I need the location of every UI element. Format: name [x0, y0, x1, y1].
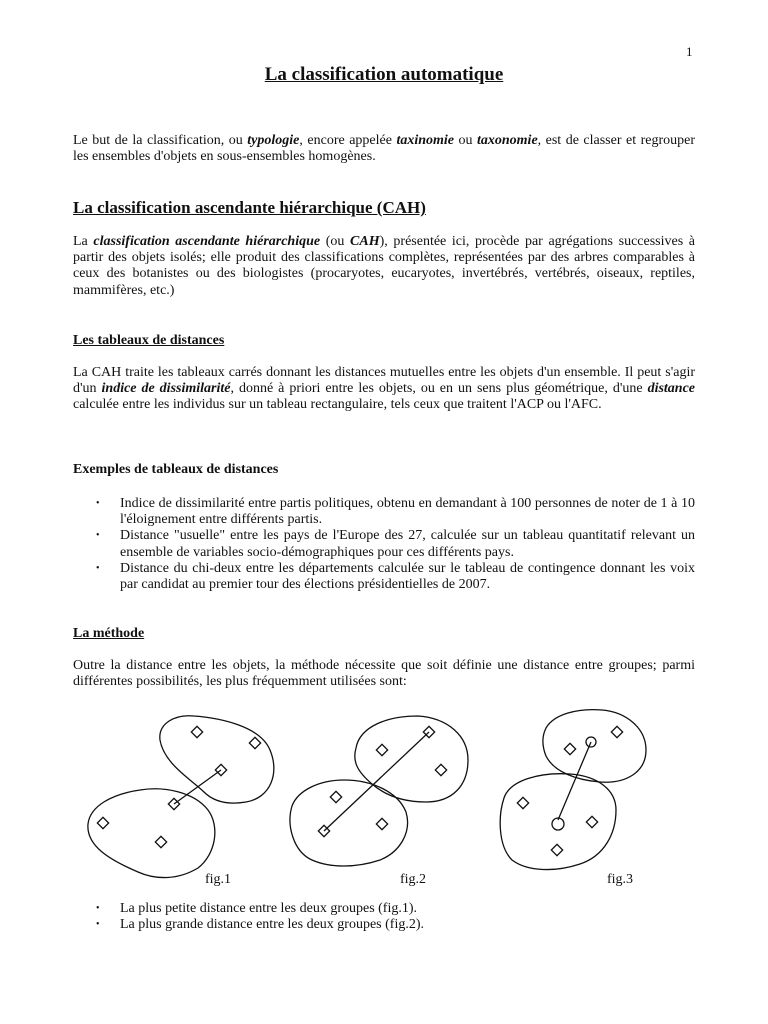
intro-paragraph — [73, 133, 695, 165]
fig1-point — [191, 726, 202, 737]
fig-caption-3: fig.3 — [607, 872, 634, 887]
tableaux-text-1: La CAH traite les tableaux carrés donnant les distances mutuelles entre les objets d'un ensemble. Il peut s'agir d'un — [73, 365, 695, 397]
intro-text-2: , encore appelée — [299, 133, 397, 148]
distance-figures-svg — [70, 706, 710, 896]
page-number: 1 — [686, 44, 693, 59]
list-item-text: La plus grande distance entre les deux groupes (fig.2). — [120, 917, 425, 933]
fig1-drawing — [88, 716, 274, 878]
list-item — [73, 901, 695, 917]
fig2-point — [376, 744, 387, 755]
methode-paragraph: Outre la distance entre les objets, la méthode nécessite que soit définie une distance entre groupes; parmi différentes possibilités, les plus fréquemment utilisées sont: — [73, 658, 695, 690]
subsection-heading-tableaux: Les tableaux de distances — [73, 333, 225, 348]
fig2-drawing — [290, 716, 468, 866]
tableaux-text-3: calculée entre les individus sur un tableau rectangulaire, tels ceux que traitent l'ACP ou l'AFC. — [73, 397, 602, 413]
list-item — [73, 917, 695, 933]
tableaux-text-2: , donné à priori entre les objets, ou en un sens plus géométrique, d'une — [230, 381, 648, 397]
tableaux-term-distance: distance — [647, 381, 696, 397]
list-item-text: Distance du chi-deux entre les départements calculée sur le tableau de contingence donnant les voix par candidat au premier tour des élections présidentielles de 2007. — [120, 560, 695, 593]
cah-term-abbr: CAH — [350, 234, 380, 249]
bullet-icon: • — [96, 903, 100, 914]
fig1-point — [97, 817, 108, 828]
intro-term-taxonomie: taxonomie — [476, 133, 538, 148]
list-item — [73, 561, 695, 593]
exemples-list — [73, 496, 695, 593]
bullet-icon: • — [96, 919, 100, 931]
list-item-text: Distance "usuelle" entre les pays de l'Europe des 27, calculée sur un tableau quantitatif relevant un ensemble de variables socio-démographiques pour ces différents pays. — [120, 528, 695, 560]
tableaux-paragraph — [73, 365, 695, 414]
cah-paragraph — [73, 234, 695, 299]
list-item-text: La plus petite distance entre les deux groupes (fig.1). — [120, 901, 418, 916]
cah-text-3: ), présentée ici, procède par agrégations successives à partir des objets isolés; elle produit des classifications complètes, représentées par des arbres comparables à ceux des botanistes ou des biologistes (procaryotes, eucaryotes, invertébrés, vertébrés, oiseaux, reptiles, mammifères, etc.) — [73, 234, 696, 298]
fig1-point — [249, 737, 260, 748]
cah-text-1: La — [73, 234, 94, 249]
fig2-cluster-top — [355, 716, 468, 802]
intro-term-typologie: typologie — [247, 133, 300, 148]
tableaux-term-indice: indice de dissimilarité — [101, 381, 231, 397]
fig3-point — [551, 844, 562, 855]
intro-text-1: Le but de la classification, ou — [73, 133, 248, 148]
subsection-heading-exemples: Exemples de tableaux de distances — [73, 462, 279, 477]
section-heading-cah: La classification ascendante hiérarchique (CAH) — [73, 198, 426, 217]
bullet-icon: • — [96, 530, 100, 542]
fig3-drawing — [500, 710, 646, 870]
fig3-point — [564, 743, 575, 754]
fig2-max-distance-line — [324, 732, 429, 831]
fig3-centroid-distance-line — [558, 742, 591, 820]
intro-text-4: , est de classer et regrouper les ensembles d'objets en sous-ensembles homogènes. — [73, 133, 695, 165]
fig1-cluster-bottom — [88, 789, 215, 878]
fig2-point — [435, 764, 446, 775]
fig3-point — [586, 816, 597, 827]
intro-text-3: ou — [454, 133, 477, 148]
bullet-icon: • — [96, 498, 100, 509]
list-item-text: Indice de dissimilarité entre partis politiques, obtenu en demandant à 100 personnes de noter de 1 à 10 l'éloignement entre différents partis. — [120, 496, 695, 528]
fig1-point — [215, 764, 226, 775]
methode-list — [73, 901, 695, 933]
fig2-cluster-bottom — [290, 780, 408, 866]
list-item — [73, 496, 695, 528]
fig1-point — [155, 836, 166, 847]
page-title: La classification automatique — [264, 64, 504, 85]
bullet-icon: • — [96, 562, 100, 574]
fig2-point — [376, 818, 387, 829]
list-item — [73, 528, 695, 560]
fig3-point — [517, 797, 528, 808]
distance-figures — [70, 706, 710, 896]
intro-term-taxinomie: taxinomie — [396, 133, 454, 148]
cah-text-2: (ou — [320, 234, 351, 249]
fig-caption-2: fig.2 — [400, 872, 427, 887]
fig2-point — [330, 791, 341, 802]
subsection-heading-methode: La méthode — [73, 626, 145, 641]
fig3-point — [611, 726, 622, 737]
fig1-cluster-top — [160, 716, 274, 803]
cah-term-full: classification ascendante hiérarchique — [93, 234, 321, 249]
fig-caption-1: fig.1 — [205, 872, 232, 887]
